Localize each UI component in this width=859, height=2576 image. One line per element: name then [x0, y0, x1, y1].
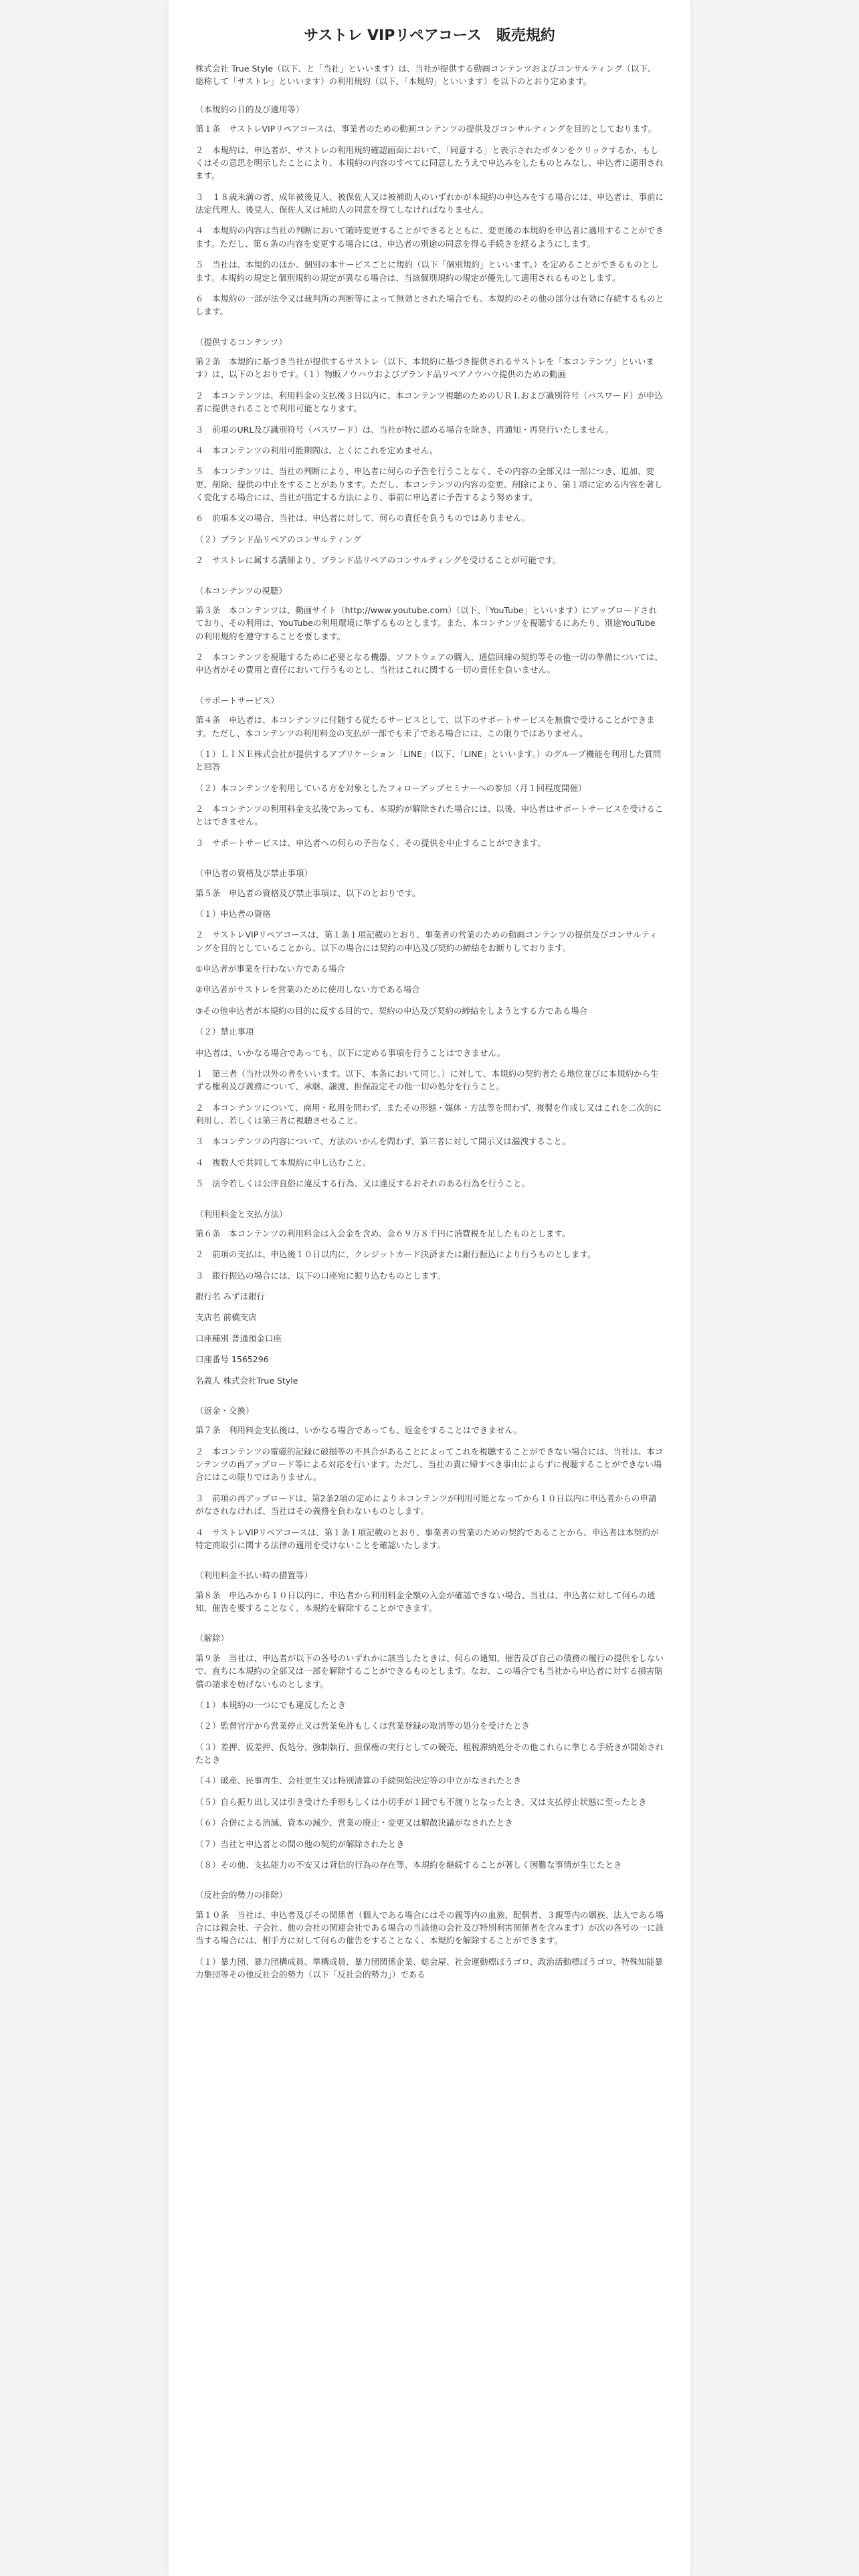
terms-section — [195, 103, 664, 318]
clause-paragraph: ①申込者が事業を行わない方である場合 — [195, 964, 345, 974]
clause-paragraph: ４ 本規約の内容は当社の判断において随時変更することができるとともに、変更後の本規約を申込者に適用することができます。ただし、第６条の内容を変更する場合には、申込者の別途の同意を得る手続きを経るようにします。 — [195, 225, 664, 249]
terms-section — [195, 694, 664, 849]
terms-section — [195, 1632, 664, 1871]
section-heading: （返金・交換） — [195, 1405, 254, 1416]
clause-paragraph: 第９条 当社は、申込者が以下の各号のいずれかに該当したときは、何らの通知、催告及び自己の債務の履行の提供をしないで、直ちに本規約の全部又は一部を解除することができるものとします。なお、この場合でも当社から申込者に対する損害賠償の請求を妨げないものとします。 — [195, 1652, 664, 1689]
clause-paragraph: ２ 本コンテンツの利用料金支払後であっても、本規約が解除された場合には、以後、申込者はサポートサービスを受けることはできません。 — [195, 804, 664, 827]
section-heading: （本規約の目的及び適用等） — [195, 104, 304, 114]
section-heading: （サポートサービス） — [195, 695, 280, 706]
clause-paragraph: ６ 前項本文の場合、当社は、申込者に対して、何らの責任を負うものではありません。 — [195, 513, 531, 524]
clause-paragraph: ４ サストレVIPリペアコースは、第１条１項記載のとおり、事業者の営業のための契約であることから、申込者は本契約が特定商取引に関する法律の適用を受けないことを確認いたします。 — [195, 1527, 659, 1550]
terms-section — [195, 1889, 664, 1981]
section-heading: （申込者の資格及び禁止事項） — [195, 868, 313, 879]
clause-paragraph: 第１０条 当社は、申込者及びその関係者（個人である場合にはその親等内の血族、配偶者、３親等内の姻族、法人である場合には親会社、子会社、他の会社の関連会社である場合の当該他の会社及び特別利害関係者を含みます）が次の各号の一に該当する場合には、相手方に対して何らの催告をすることなく、本規約を解除することができます。 — [195, 1909, 664, 1946]
clause-paragraph: ５ 当社は、本規約のほか、個別の本サービスごとに規約（以下「個別規約」といいます。）を定めることができるものとします。本規約の規定と個別規約の規定が異なる場合は、当該個別規約の規定が優先して適用されるものとします。 — [195, 259, 659, 283]
terms-section — [195, 1208, 664, 1387]
clause-paragraph: ２ 前項の支払は、申込後１０日以内に、クレジットカード決済または銀行振込により行うものとします。 — [195, 1249, 596, 1260]
terms-section — [195, 336, 664, 567]
clause-paragraph: 第１条 サストレVIPリペアコースは、事業者のための動画コンテンツの提供及びコンサルティングを目的としております。 — [195, 124, 657, 134]
clause-paragraph: 第３条 本コンテンツは、動画サイト（http://www.youtube.com）（以下、「YouTube」といいます）にアップロードされており、その利用は、YouTubeの利用環境に準ずるものとします。また、本コンテンツを視聴するにあたり、別途YouTubeの利用規約を遵守することを要します。 — [195, 605, 657, 641]
clause-paragraph: ２ 本規約は、申込者が、サストレの利用規約確認画面において、「同意する」と表示されたボタンをクリックするか、もしくはその意思を明示したことにより、本規約の内容のすべてに同意したうえで申込みをしたものとみなし、申込者に適用されます。 — [195, 144, 664, 181]
terms-section — [195, 584, 664, 677]
terms-section — [195, 1569, 664, 1614]
clause-paragraph: 第４条 申込者は、本コンテンツに付随する従たるサービスとして、以下のサポートサービスを無償で受けることができます。ただし、本コンテンツの利用料金の支払が一部でも未了である場合には、この限りではありません。 — [195, 715, 655, 738]
clause-paragraph: （３）差押、仮差押、仮処分、強制執行、担保権の実行としての競売、租税滞納処分その他これらに準じる手続きが開始されたとき — [195, 1741, 664, 1765]
clause-paragraph: ３ １８歳未満の者、成年被後見人、被保佐人又は被補助人のいずれかが本規約の申込みをする場合には、申込者は、事前に法定代理人、後見人、保佐人又は補助人の同意を得てしなければなりません。 — [195, 191, 664, 215]
clause-paragraph: （２）禁止事項 — [195, 1027, 254, 1037]
clause-paragraph: ２ 本コンテンツを視聴するために必要となる機器、ソフトウェアの購入、通信回線の契約等その他一切の準備については、申込者がその費用と責任において行うものとし、当社はこれに関する一切の責任を負いません。 — [195, 652, 663, 675]
clause-paragraph: 申込者は、いかなる場合であっても、以下に定める事項を行うことはできません。 — [195, 1047, 506, 1058]
clause-paragraph: 銀行名 みずほ銀行 — [195, 1291, 265, 1301]
page-title: サストレ VIPリペアコース 販売規約 — [304, 27, 555, 44]
section-heading: （本コンテンツの視聴） — [195, 585, 287, 596]
clause-paragraph: 支店名 前橋支店 — [195, 1312, 257, 1323]
clause-paragraph: （７）当社と申込者との間の他の契約が解除されたとき — [195, 1838, 405, 1849]
clause-paragraph: ２ 本コンテンツは、利用料金の支払後３日以内に、本コンテンツ視聴のためのＵＲＬおよび識別符号（パスワード）が申込者に提供されることで利用可能となります。 — [195, 390, 663, 414]
clause-paragraph: ３ 前項のURL及び識別符号（パスワード）は、当社が特に認める場合を除き、再通知・再発行いたしません。 — [195, 424, 614, 435]
clause-paragraph: 第５条 申込者の資格及び禁止事項は、以下のとおりです。 — [195, 887, 421, 898]
clause-paragraph: ５ 本コンテンツは、当社の判断により、申込者に何らの予告を行うことなく、その内容の全部又は一部につき、追加、変更、削除、提供の中止をすることがあります。ただし、本コンテンツの内容の変更、削除により、第１項に定める内容を著しく変化する場合には、当社が指定する方法により、事前に申込者に予告するよう努めます。 — [195, 466, 663, 502]
clause-paragraph: ２ サストレに属する講師より、ブランド品リペアのコンサルティングを受けることが可能です。 — [195, 555, 561, 566]
terms-document — [169, 0, 690, 2576]
clause-paragraph: （１）本規約の一つにでも違反したとき — [195, 1699, 347, 1710]
clause-paragraph: （１）申込者の資格 — [195, 908, 271, 919]
clause-paragraph: ②申込者がサストレを営業のために使用しない方である場合 — [195, 984, 420, 995]
clause-paragraph: ３ 銀行振込の場合には、以下の口座宛に振り込むものとします。 — [195, 1270, 446, 1281]
clause-paragraph: ４ 複数人で共同して本規約に申し込むこと。 — [195, 1157, 371, 1168]
section-heading: （提供するコンテンツ） — [195, 336, 287, 347]
clause-paragraph: （４）破産、民事再生、会社更生又は特別清算の手続開始決定等の申立がなされたとき — [195, 1776, 522, 1786]
clause-paragraph: （２）監督官庁から営業停止又は営業免許もしくは営業登録の取消等の処分を受けたとき — [195, 1721, 531, 1731]
terms-section — [195, 867, 664, 1190]
clause-paragraph: （１）暴力団、暴力団構成員、準構成員、暴力団関係企業、総会屋、社会運動標ぼうゴロ、政治活動標ぼうゴロ、特殊知能暴力集団等その他反社会的勢力（以下「反社会的勢力」）である — [195, 1956, 664, 1980]
section-heading: （反社会的勢力の排除） — [195, 1890, 288, 1901]
clause-paragraph: （６）合併による消滅、資本の減少、営業の廃止・変更又は解散決議がなされたとき — [195, 1818, 514, 1828]
section-heading: （利用料金不払い時の措置等） — [195, 1570, 313, 1581]
clause-paragraph: １ 第三者（当社以外の者をいいます。以下、本条において同じ。）に対して、本規約の契約者たる地位並びに本規約から生ずる権利及び義務について、承継、譲渡、担保設定その他一切の処分を行うこと。 — [195, 1068, 659, 1092]
clause-paragraph: 口座種別 普通預金口座 — [195, 1333, 282, 1344]
clause-paragraph: ４ 本コンテンツの利用可能期間は、とくにこれを定めません。 — [195, 445, 438, 455]
clause-paragraph: 第８条 申込みから１０日以内に、申込者から利用料金全額の入金が確認できない場合、当社は、申込者に対して何らの通知、催告を要することなく、本規約を解除することができます。 — [195, 1590, 656, 1613]
clause-paragraph: ２ 本コンテンツについて、商用・私用を問わず、またその形態・媒体・方法等を問わず、複製を作成し又はこれを二次的に利用し、若しくは第三者に視聴させること。 — [195, 1102, 662, 1125]
clause-paragraph: （２）ブランド品リペアのコンサルティング — [195, 534, 361, 544]
clause-paragraph: ③その他申込者が本規約の目的に反する目的で、契約の申込及び契約の締結をしようとする方である場合 — [195, 1005, 587, 1016]
clause-paragraph: 第７条 利用料金支払後は、いかなる場合であっても、返金をすることはできません。 — [195, 1425, 522, 1436]
clause-paragraph: ３ サポートサービスは、申込者への何らの予告なく、その提供を中止することができます。 — [195, 837, 546, 848]
clause-paragraph: 第６条 本コンテンツの利用料金は入会金を含め、金６９万８千円に消費税を足したものとします。 — [195, 1228, 571, 1239]
clause-paragraph: ３ 前項の再アップロードは、第2条2項の定めによりネコンテンツが利用可能となってから１０日以内に申込者からの申請がなされなければ、当社はその義務を負わないものとします。 — [195, 1493, 657, 1517]
clause-paragraph: （８）その他、支払能力の不安又は背信的行為の存在等、本規約を継続することが著しく困難な事情が生じたとき — [195, 1859, 622, 1870]
clause-paragraph: 口座番号 1565296 — [195, 1354, 269, 1365]
section-heading: （解除） — [195, 1633, 229, 1644]
clause-paragraph: （１）ＬＩＮＥ株式会社が提供するアプリケーション「LINE」（以下、「LINE」といいます。）のグループ機能を利用した質問と回答 — [195, 748, 662, 772]
intro-paragraph: 株式会社 True Style（以下、と「当社」といいます）は、当社が提供する動画コンテンツおよびコンサルティング（以下、総称して「サストレ」といいます）の利用規約（以下、「本規約」といいます）を以下のとおり定めます。 — [195, 64, 656, 87]
clause-paragraph: （２）本コンテンツを利用している方を対象としたフォローアップセミナーへの参加（月１回程度開催） — [195, 782, 587, 793]
clause-paragraph: ６ 本規約の一部が法令又は裁判所の判断等によって無効とされた場合でも、本規約のその他の部分は有効に存続するものとします。 — [195, 293, 664, 317]
clause-paragraph: 第２条 本規約に基づき当社が提供するサストレ（以下、本規約に基づき提供されるサストレを「本コンテンツ」といいます）は、以下のとおりです。（１）物販ノウハウおよびブランド品リペアノウハウ提供のための動画 — [195, 356, 654, 380]
clause-paragraph: ５ 法令若しくは公序良俗に違反する行為、又は違反するおそれのある行為を行うこと。 — [195, 1178, 531, 1189]
clause-paragraph: ３ 本コンテンツの内容について、方法のいかんを問わず、第三者に対して開示又は漏洩すること。 — [195, 1136, 571, 1147]
clause-paragraph: ２ サストレVIPリペアコースは、第１条１項記載のとおり、事業者の営業のための動画コンテンツの提供及びコンサルティングを目的としていることから、以下の場合には契約の申込及び契約の締結をお断りしております。 — [195, 930, 658, 953]
terms-section — [195, 1404, 664, 1551]
clause-paragraph: 名義人 株式会社True Style — [195, 1375, 298, 1386]
terms-sections — [195, 103, 664, 1981]
clause-paragraph: （５）自ら振り出し又は引き受けた手形もしくは小切手が１回でも不渡りとなったとき、又は支払停止状態に至ったとき — [195, 1796, 647, 1807]
clause-paragraph: ２ 本コンテンツの電磁的記録に破損等の不具合があることによってこれを視聴することができない場合には、当社は、本コンテンツの再アップロード等による対応を行います。ただし、当社の責に帰すべき事由によらずに視聴することができない場合にはこの限りではありません。 — [195, 1446, 664, 1483]
section-heading: （利用料金と支払方法） — [195, 1208, 288, 1219]
